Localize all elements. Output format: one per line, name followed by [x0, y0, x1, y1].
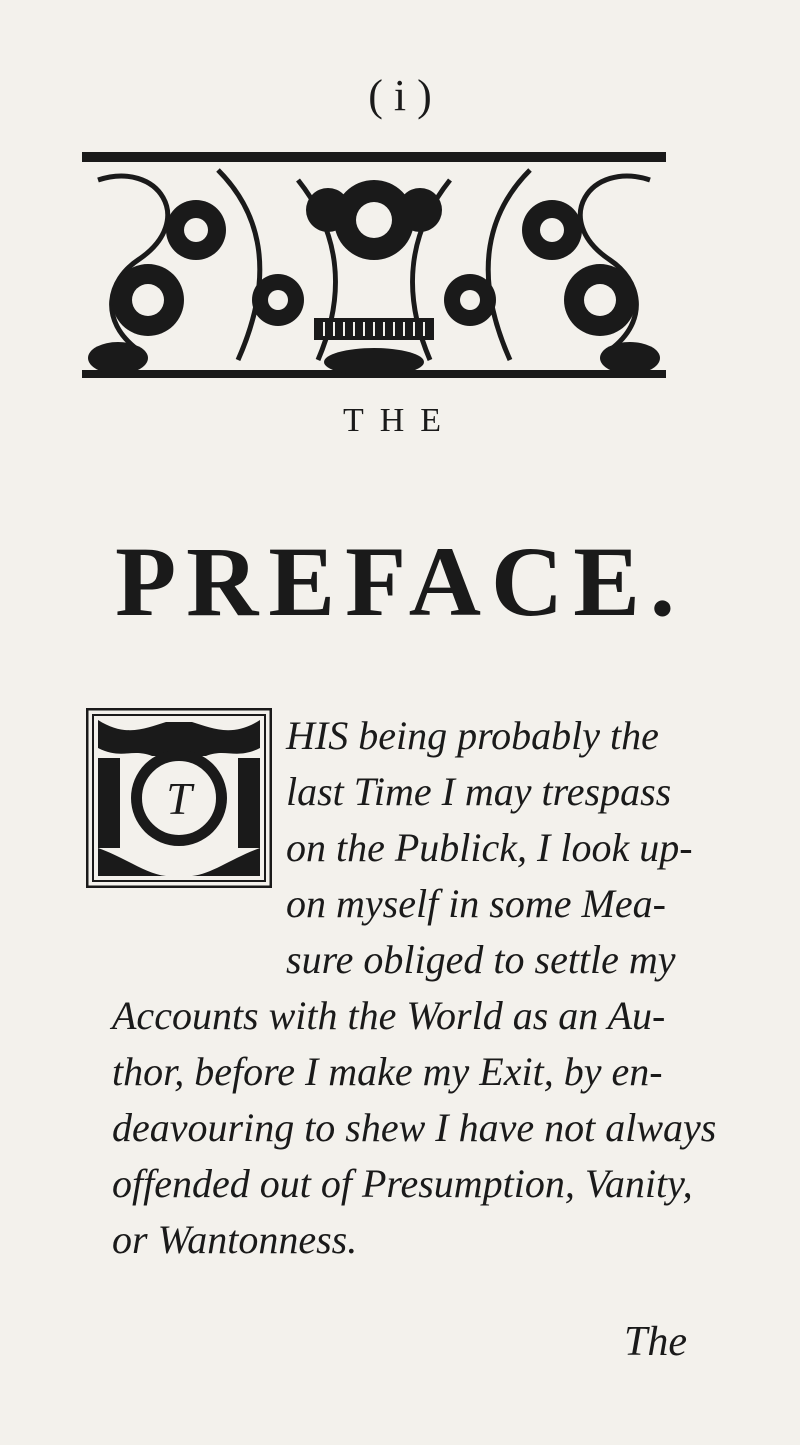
- text-line-6: Accounts with the World as an Au-: [112, 993, 666, 1038]
- text-line-2: last Time I may trespass: [286, 769, 672, 814]
- initial-letter: T: [166, 773, 192, 824]
- text-line-1: HIS being probably the: [286, 713, 659, 758]
- text-line-5: sure obliged to settle my: [286, 937, 676, 982]
- catchword: The: [624, 1319, 687, 1365]
- text-line-9: offended out of Presumption, Vanity,: [112, 1161, 693, 1206]
- text-line-8: deavouring to shew I have not always: [112, 1105, 717, 1150]
- text-line-4: on myself in some Mea-: [286, 881, 666, 926]
- page-number: ( i ): [368, 71, 432, 120]
- preface-title: PREFACE.: [115, 526, 685, 637]
- text-line-10: or Wantonness.: [112, 1217, 358, 1262]
- text-line-7: thor, before I make my Exit, by en-: [112, 1049, 663, 1094]
- heading-the: THE: [342, 402, 458, 439]
- text-line-3: on the Publick, I look up-: [286, 825, 693, 870]
